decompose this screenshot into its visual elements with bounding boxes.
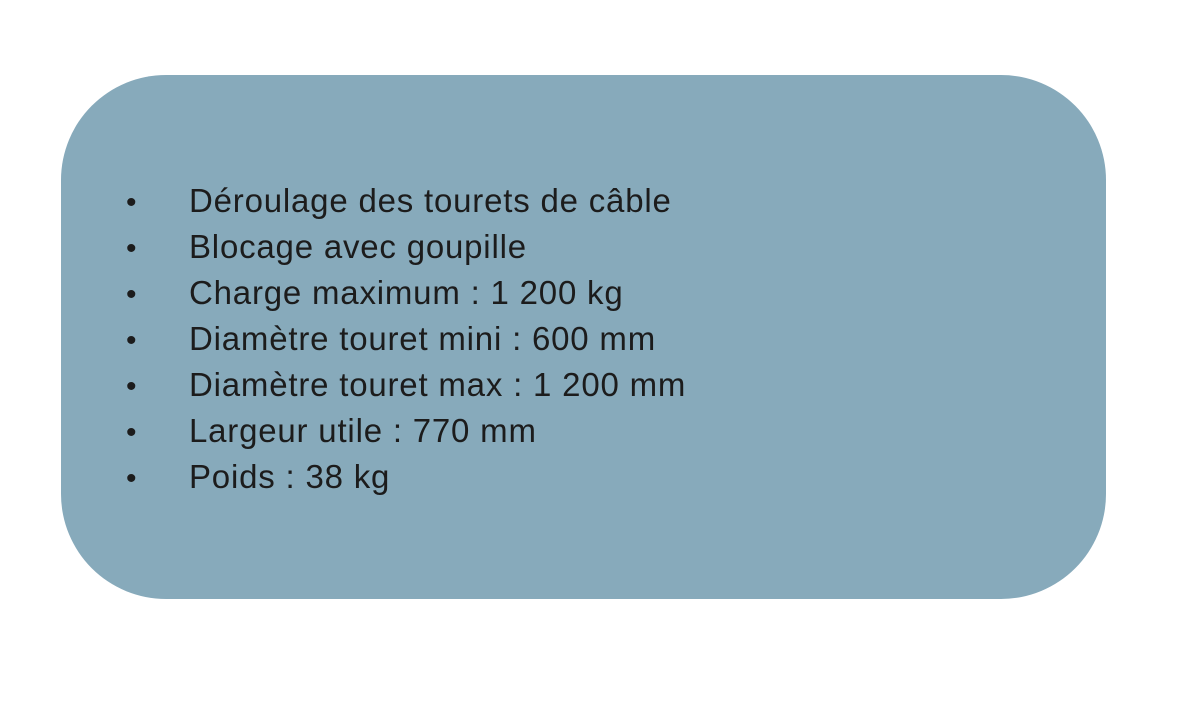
- bullet-icon: •: [126, 462, 137, 495]
- list-item: [122, 270, 1076, 316]
- list-item-text: Poids : 38 kg: [189, 458, 391, 495]
- list-item-text: Largeur utile : 770 mm: [189, 412, 537, 449]
- list-item-text: Diamètre touret mini : 600 mm: [189, 320, 657, 357]
- list-item: [122, 454, 1076, 500]
- bullet-icon: •: [126, 324, 137, 357]
- bullet-icon: •: [126, 278, 137, 311]
- list-item-text: Blocage avec goupille: [189, 228, 527, 265]
- list-item: [122, 408, 1076, 454]
- bullet-icon: •: [126, 416, 137, 449]
- bullet-icon: •: [126, 370, 137, 403]
- spec-bullet-list: [61, 75, 1106, 500]
- list-item-text: Charge maximum : 1 200 kg: [189, 274, 624, 311]
- rounded-panel: [61, 75, 1106, 599]
- list-item-text: Diamètre touret max : 1 200 mm: [189, 366, 687, 403]
- list-item: [122, 316, 1076, 362]
- list-item-text: Déroulage des tourets de câble: [189, 182, 672, 219]
- bullet-icon: •: [126, 232, 137, 265]
- bullet-icon: •: [126, 186, 137, 219]
- list-item: [122, 362, 1076, 408]
- list-item: [122, 178, 1076, 224]
- list-item: [122, 224, 1076, 270]
